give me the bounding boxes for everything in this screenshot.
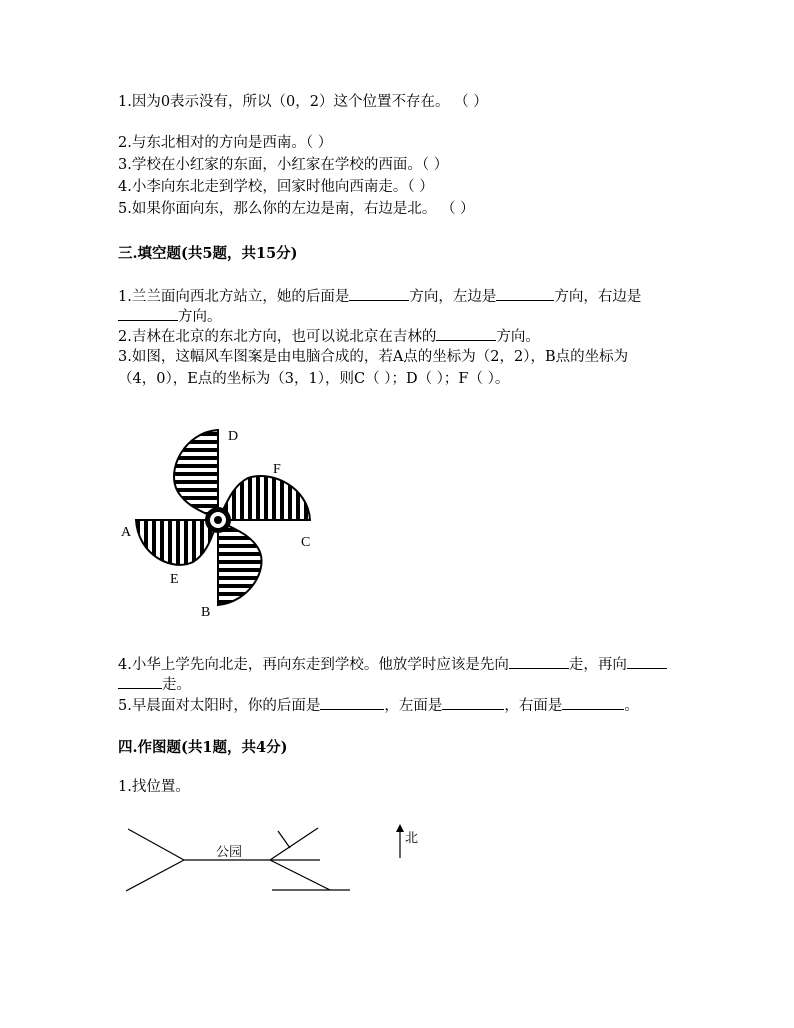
point-label-d: D: [228, 429, 239, 444]
judge-question-4: 4.小李向东北走到学校，回家时他向西南走。（ ）: [118, 179, 434, 195]
section3-heading: 三.填空题(共5题，共15分): [118, 245, 298, 262]
blade-down: [218, 520, 262, 605]
fill-question-5: [118, 695, 639, 716]
fill-q1-text-d: 方向。: [178, 309, 222, 325]
answer-blank[interactable]: [320, 695, 384, 710]
fill-q1-text-c: 方向，右边是: [554, 289, 642, 305]
road-line: [270, 828, 318, 860]
fill-q2-text-a: 2.吉林在北京的东北方向，也可以说北京在吉林的: [118, 329, 437, 345]
hub-center: [214, 516, 222, 524]
fill-q1-text-a: 1.兰兰面向西北方站立，她的后面是: [118, 289, 350, 305]
fill-q4-text-c: 走。: [162, 677, 191, 693]
fill-q4-text-b: 走，再向: [568, 657, 627, 673]
answer-blank[interactable]: [442, 695, 504, 710]
fill-q4-text-a: 4.小华上学先向北走，再向东走到学校。他放学时应该是先向: [118, 657, 509, 673]
fill-question-3-line2: （4，0），E点的坐标为（3，1），则C（ ）；D（ ）；F（ ）。: [118, 371, 510, 387]
fill-q5-text-c: ，右面是: [504, 698, 563, 714]
section4-heading: 四.作图题(共1题，共4分): [118, 739, 288, 756]
point-label-a: A: [121, 525, 132, 540]
road-line: [128, 829, 184, 860]
fill-q5-text-a: 5.早晨面对太阳时，你的后面是: [118, 698, 321, 714]
answer-blank[interactable]: [118, 674, 162, 689]
answer-blank[interactable]: [627, 654, 667, 669]
location-map: [126, 828, 400, 891]
judge-question-3: 3.学校在小红家的东面，小红家在学校的西面。（ ）: [118, 157, 449, 173]
point-label-c: C: [301, 535, 311, 550]
park-label: 公园: [216, 845, 243, 860]
point-label-e: E: [170, 572, 179, 587]
north-arrow-icon: [396, 824, 404, 832]
fill-q5-text-d: 。: [624, 698, 639, 714]
point-label-b: B: [201, 605, 211, 620]
road-line: [126, 860, 184, 891]
judge-question-5: 5.如果你面向东，那么你的左边是南，右边是北。 （ ）: [118, 201, 475, 217]
fill-question-4-line2: [118, 674, 191, 695]
answer-blank[interactable]: [562, 695, 624, 710]
fill-question-4-line1: [118, 654, 667, 675]
fill-q2-text-b: 方向。: [496, 329, 540, 345]
blade-up: [174, 430, 218, 520]
judge-question-2: 2.与东北相对的方向是西南。（ ）: [118, 135, 333, 151]
answer-blank[interactable]: [509, 654, 569, 669]
drawing-question-1: 1.找位置。: [118, 779, 190, 795]
blade-right: [218, 476, 310, 520]
fill-q1-text-b: 方向，左边是: [409, 289, 497, 305]
road-line: [270, 860, 330, 890]
fill-q5-text-b: ，左面是: [384, 698, 443, 714]
judge-question-1: 1.因为0表示没有，所以（0，2）这个位置不存在。 （ ）: [118, 94, 488, 110]
pinwheel-blades: [136, 430, 310, 605]
north-label: 北: [405, 831, 419, 846]
road-line: [278, 831, 290, 848]
fill-question-3-line1: 3.如图，这幅风车图案是由电脑合成的，若A点的坐标为（2，2），B点的坐标为: [118, 349, 629, 365]
blade-left: [136, 520, 218, 565]
point-label-f: F: [273, 462, 281, 477]
